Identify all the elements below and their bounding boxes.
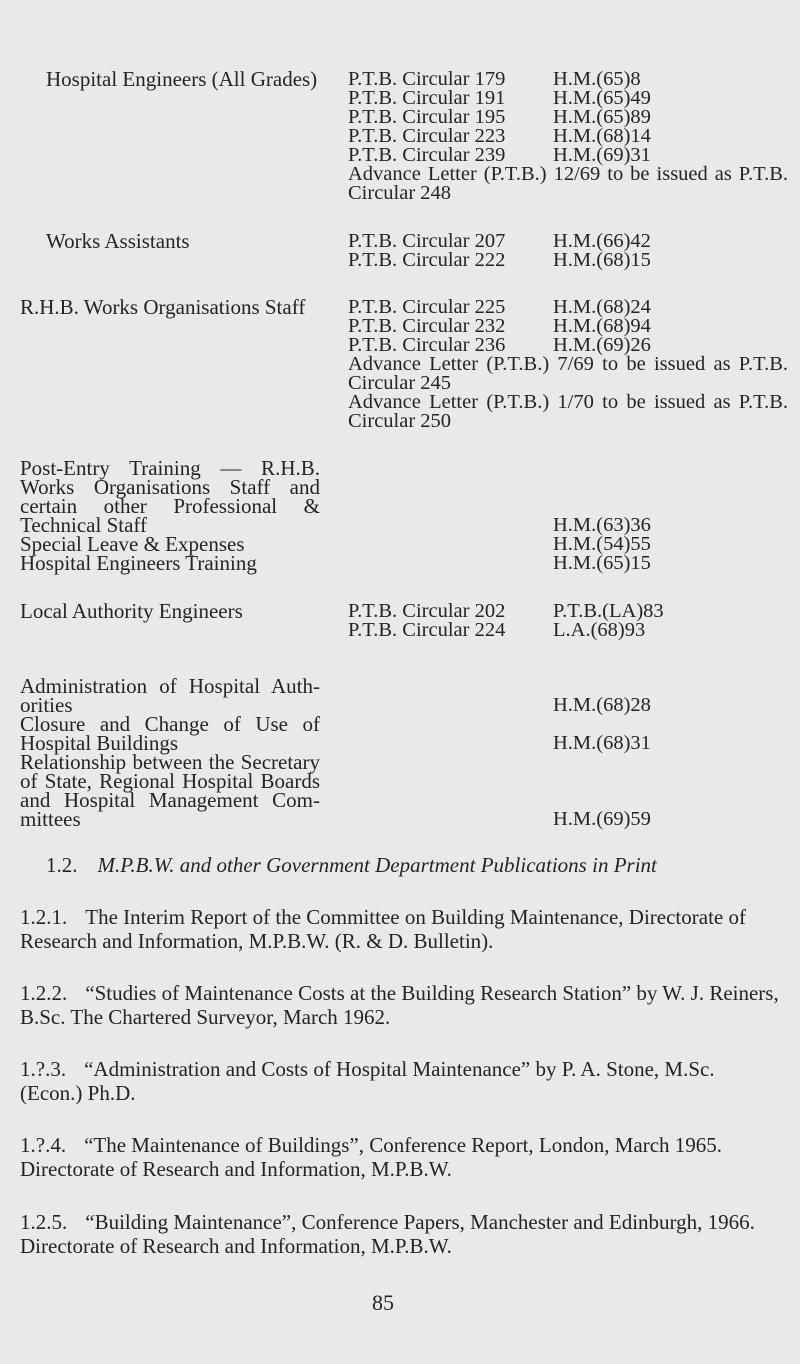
circular-list: [348, 70, 505, 165]
circular-item: P.T.B. Circular 191: [348, 87, 506, 109]
hm-item: H.M.(54)55: [553, 533, 651, 555]
hm-list: [553, 70, 651, 165]
circular-item: P.T.B. Circular 207: [348, 230, 506, 252]
reference-text: “Administration and Costs of Hospital Maintenance” by P. A. Stone, M.Sc. (Econ.) Ph.D.: [20, 1057, 715, 1105]
advance-letter: Advance Letter (P.T.B.) 12/69 to be issued as P.T.B. Circular 248: [348, 163, 788, 204]
reference-number: 1.2.2.: [20, 981, 68, 1005]
circular-item: P.T.B. Circular 225: [348, 296, 506, 318]
row-label: Hospital Engineers Training: [20, 551, 257, 575]
advance-letter: Advance Letter (P.T.B.) 7/69 to be issued as P.T.B. Circular 245: [348, 353, 788, 394]
circular-item: P.T.B. Circular 202: [348, 600, 506, 622]
hm-item: H.M.(69)59: [553, 808, 651, 830]
reference-text: The Interim Report of the Committee on Building Maintenance, Directorate of Research and Information, M.P.B.W. (R. & D. Bulletin).: [20, 905, 746, 953]
hm-item: L.A.(68)93: [553, 619, 646, 641]
hm-list: [553, 602, 664, 640]
row-label: R.H.B. Works Organisations Staff: [20, 295, 306, 319]
circular-item: P.T.B. Circular 222: [348, 249, 506, 271]
row-label: Special Leave & Expenses: [20, 532, 245, 556]
reference-number: 1.?.4.: [20, 1133, 67, 1157]
advance-letter: Advance Letter (P.T.B.) 1/70 to be issued as P.T.B. Circular 250: [348, 391, 788, 432]
section-number: 1.2.: [46, 853, 78, 877]
circular-item: P.T.B. Circular 239: [348, 144, 506, 166]
hm-list: [553, 298, 651, 355]
section-title: M.P.B.W. and other Government Department Publications in Print: [97, 853, 657, 877]
row-label: Closure and Change of Use of Hospital Buildings: [20, 712, 320, 755]
reference-number: 1.2.1.: [20, 905, 68, 929]
hm-item: P.T.B.(LA)83: [553, 600, 664, 622]
row-label: Relationship between the Secretary of State, Regional Hospital Boards and Hospital Management Com-mittees: [20, 750, 320, 831]
hm-item: H.M.(68)15: [553, 249, 651, 271]
hm-item: H.M.(68)28: [553, 694, 651, 716]
row-label: Hospital Engineers (All Grades): [46, 67, 318, 91]
page-number: 85: [372, 1290, 394, 1315]
circular-list: [348, 602, 505, 640]
hm-item: H.M.(68)14: [553, 125, 651, 147]
row-label: Works Assistants: [46, 229, 190, 253]
reference-item: [20, 981, 780, 1029]
row-label: Local Authority Engineers: [20, 599, 243, 623]
reference-item: [20, 905, 780, 953]
reference-text: “Building Maintenance”, Conference Papers, Manchester and Edinburgh, 1966. Directorate of Research and Information, M.P.B.W.: [20, 1210, 755, 1258]
circular-item: P.T.B. Circular 236: [348, 334, 506, 356]
hm-item: H.M.(69)31: [553, 144, 651, 166]
reference-item: [20, 1057, 780, 1105]
hm-item: H.M.(65)15: [553, 552, 651, 574]
reference-number: 1.?.3.: [20, 1057, 67, 1081]
row-label: Administration of Hospital Auth-orities: [20, 674, 320, 717]
section-heading: [46, 853, 657, 878]
circular-item: P.T.B. Circular 195: [348, 106, 506, 128]
reference-text: “Studies of Maintenance Costs at the Building Research Station” by W. J. Reiners, B.Sc. The Chartered Surveyor, March 1962.: [20, 981, 779, 1029]
circular-item: P.T.B. Circular 223: [348, 125, 506, 147]
hm-item: H.M.(66)42: [553, 230, 651, 252]
circular-item: P.T.B. Circular 179: [348, 68, 506, 90]
hm-item: H.M.(63)36: [553, 514, 651, 536]
circular-list: [348, 232, 505, 270]
reference-number: 1.2.5.: [20, 1210, 68, 1234]
hm-item: H.M.(65)8: [553, 68, 641, 90]
hm-item: H.M.(68)24: [553, 296, 651, 318]
hm-item: H.M.(68)94: [553, 315, 651, 337]
hm-item: H.M.(65)89: [553, 106, 651, 128]
reference-text: “The Maintenance of Buildings”, Conference Report, London, March 1965. Directorate of Research and Information, M.P.B.W.: [20, 1133, 723, 1181]
circular-item: P.T.B. Circular 224: [348, 619, 506, 641]
circular-item: P.T.B. Circular 232: [348, 315, 506, 337]
reference-item: [20, 1210, 780, 1258]
row-label: Post-Entry Training — R.H.B. Works Organisations Staff and certain other Professional & Technical Staff: [20, 456, 320, 537]
circular-list: [348, 298, 505, 355]
hm-item: H.M.(69)26: [553, 334, 651, 356]
hm-item: H.M.(68)31: [553, 732, 651, 754]
hm-item: H.M.(65)49: [553, 87, 651, 109]
reference-item: [20, 1133, 780, 1181]
hm-list: [553, 232, 651, 270]
